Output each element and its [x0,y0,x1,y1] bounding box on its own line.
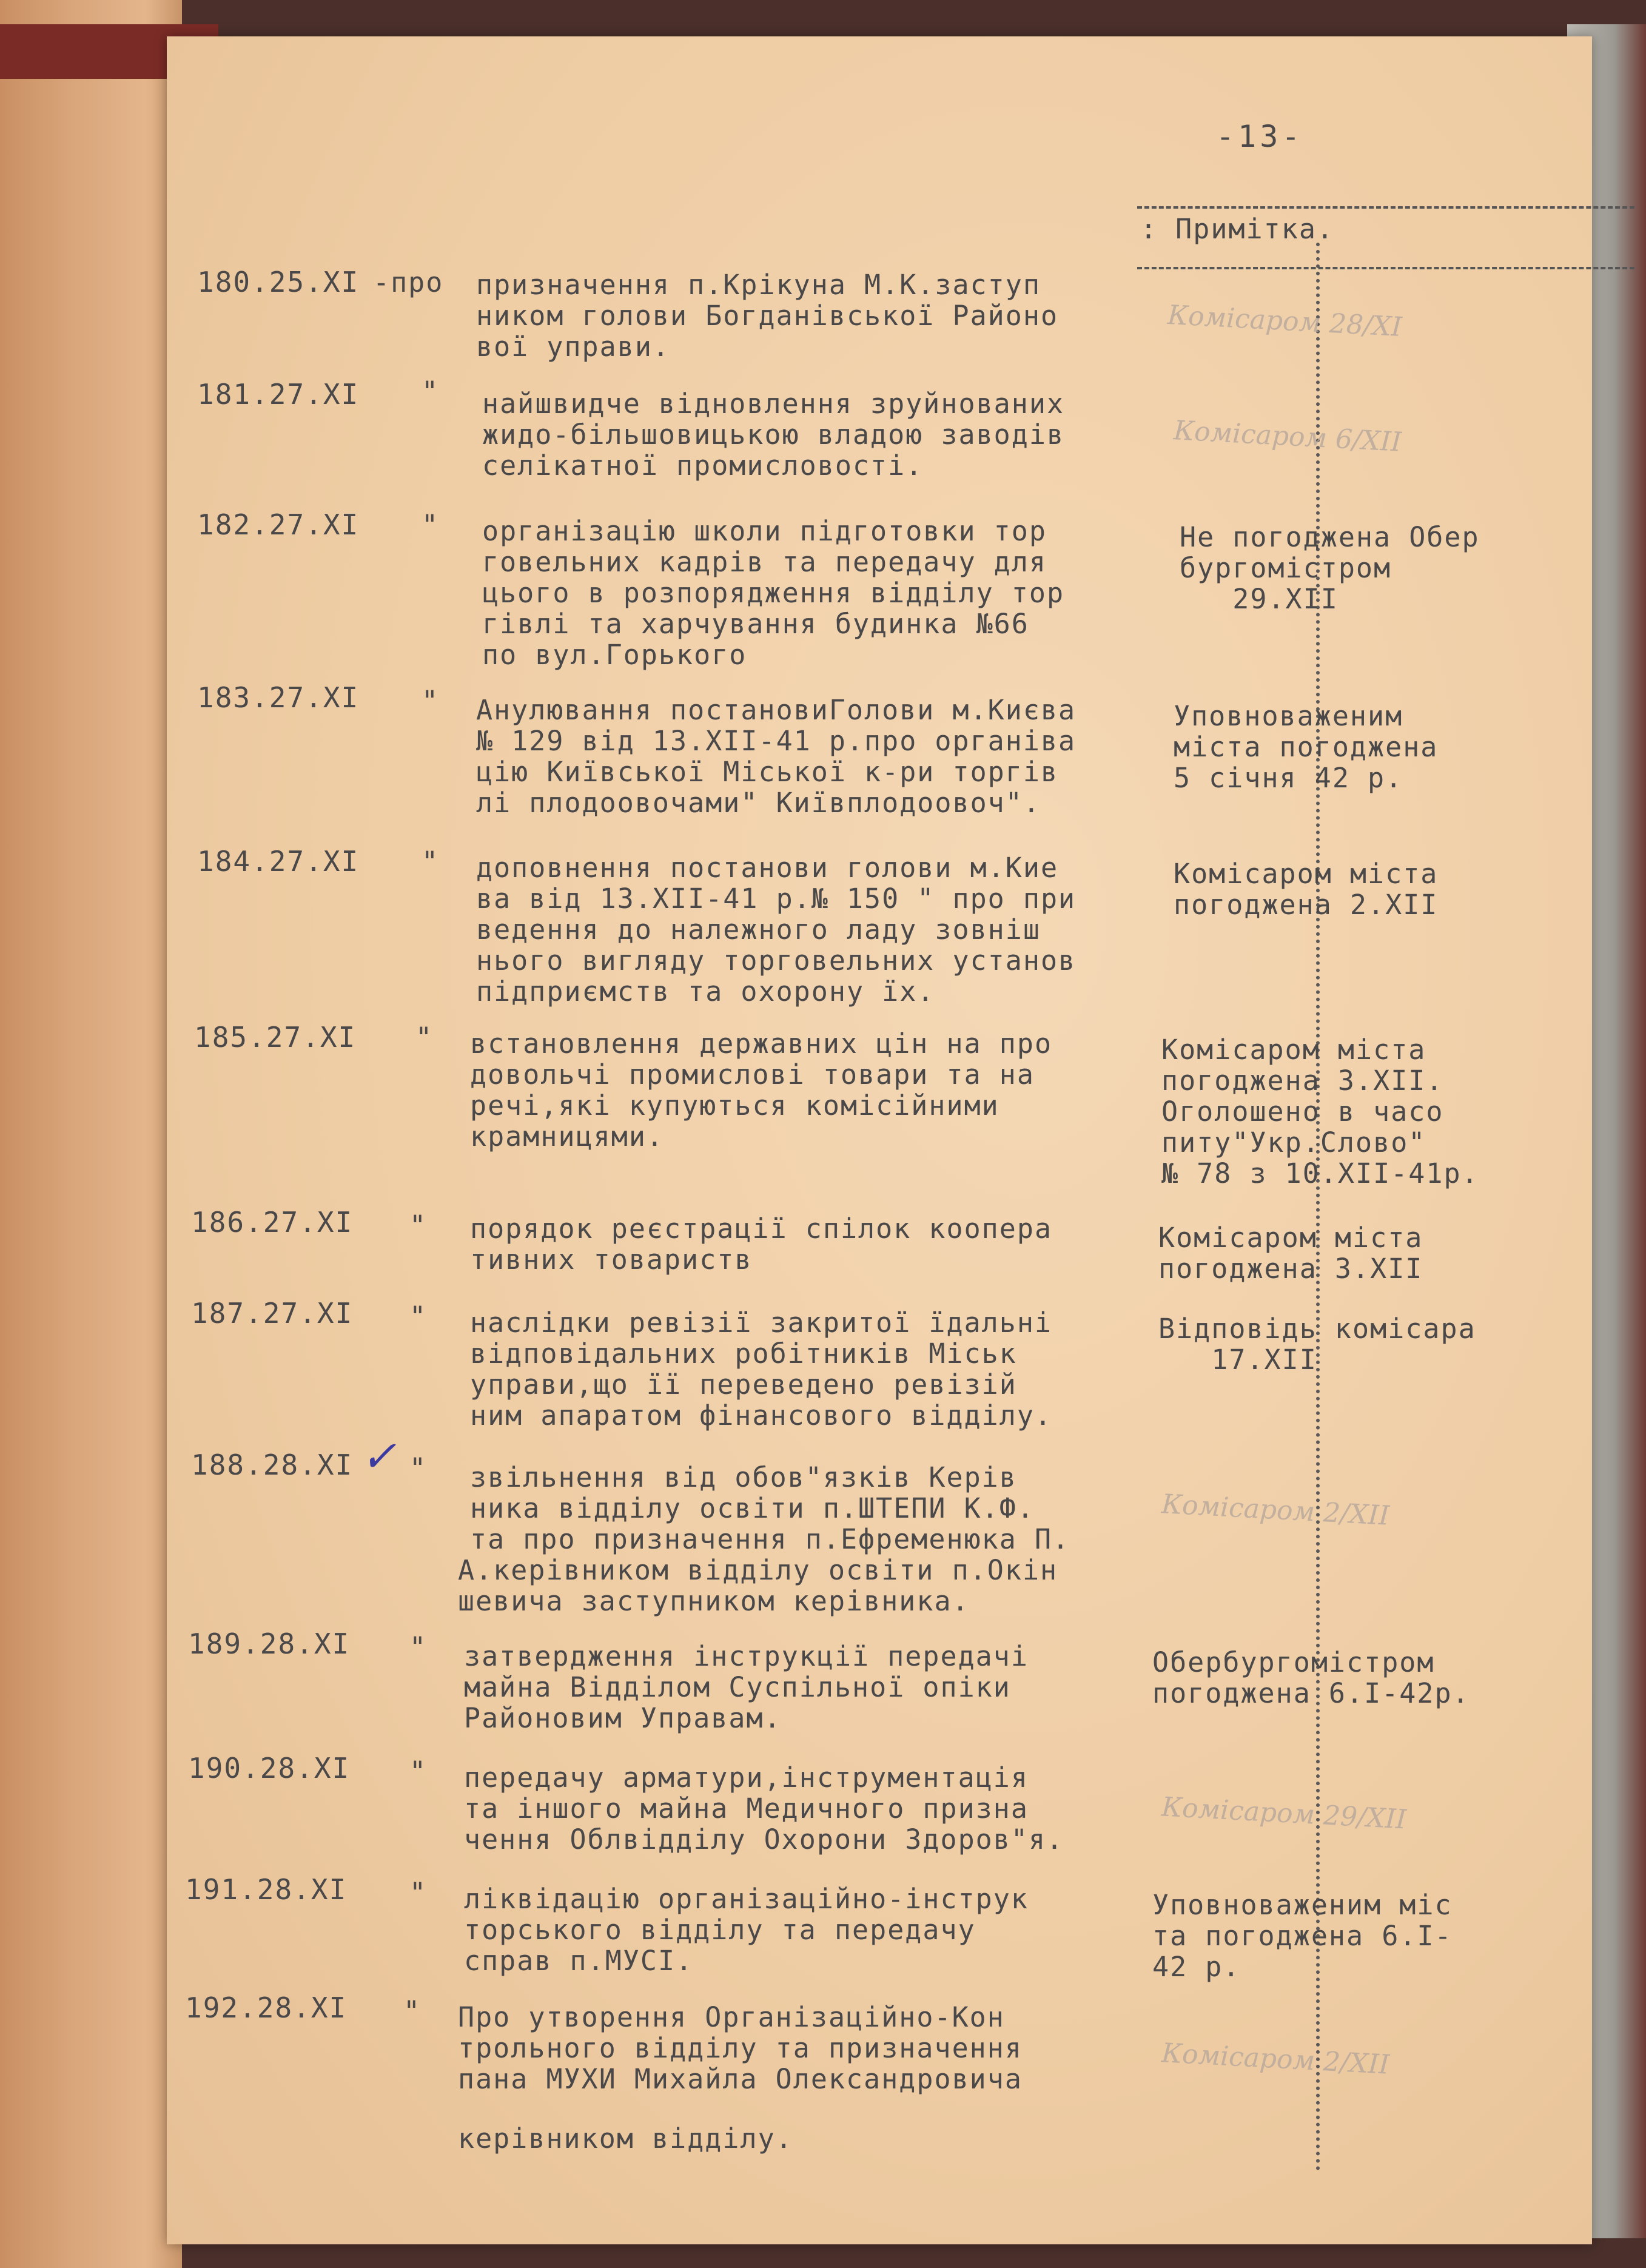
note-line: № 78 з 10.XII-41р. [1161,1157,1479,1190]
note-line: 42 р. [1152,1951,1241,1983]
entry-number: 192.28.XI [185,1991,348,2024]
entry-text-line: жидо-більшовицькою владою заводів [482,419,1065,451]
entry-text-line: лі плодоовочами" Київплодоовоч". [476,787,1041,819]
entry-text-line: ника відділу освіти п.ШТЕПИ К.Ф. [470,1492,1035,1524]
entry-text-line: крамницями. [470,1120,665,1153]
entry-text-line: вої управи. [476,331,671,363]
entry-text-line: керівником відділу. [458,2122,793,2155]
entry-text-line: та про призначення п.Ефременюка П. [470,1523,1070,1555]
entry-text-line: нього вигляду торговельних установ [476,944,1077,977]
entry-text-line: речі,які купуються комісійними [470,1089,999,1122]
entry-number: 189.28.XI [188,1627,351,1660]
note-line: Уповноваженим [1174,700,1403,732]
entry-text-line: найшвидче відновлення зруйнованих [482,388,1065,420]
entry-number: 181.27.XI [197,378,360,411]
binding-left [0,0,182,2268]
entry-ditto: " [422,685,440,717]
note-line: погоджена 6.I-42р. [1152,1677,1470,1709]
entry-text-line: чення Облвідділу Охорони Здоров"я. [464,1823,1064,1856]
entry-ditto: " [403,1995,422,2027]
note-line: бургомістром [1180,552,1392,584]
entry-text-line: торського відділу та передачу [464,1914,976,1946]
entry-number: 183.27.XI [197,681,360,714]
note-line: Уповноваженим міс [1152,1889,1453,1921]
note-line: та погоджена 6.I- [1152,1920,1453,1952]
handwritten-note: Комісаром 6/XII [1172,415,1403,458]
note-line: Не погоджена Обер [1180,521,1480,553]
note-line: погоджена 3.XII. [1161,1065,1444,1097]
entry-number: 190.28.XI [188,1752,351,1785]
entry-number: 182.27.XI [197,508,360,541]
entry-text-line: організацію школи підготовки тор [482,515,1047,547]
entry-text-line: селікатної промисловості. [482,449,924,482]
entry-number: 186.27.XI [191,1206,354,1239]
entry-ditto: " [422,375,440,408]
entry-text-line: говельних кадрів та передачу для [482,546,1047,578]
handwritten-note: Комісаром 28/XI [1166,299,1403,343]
entry-text-line: порядок реєстрації спілок коопера [470,1213,1053,1245]
page-number: -13- [1216,119,1304,154]
entry-text-line: ником голови Богданівської Районо [476,300,1059,332]
handwritten-note: Комісаром 29/XII [1160,1791,1408,1836]
header-rule-bottom [1137,267,1634,269]
note-line: питу"Укр.Слово" [1161,1126,1426,1159]
entry-text-line: по вул.Горького [482,639,747,671]
pencil-check-mark: ✓ [361,1432,397,1481]
entry-text-line: затвердження інструкції передачі [464,1640,1029,1672]
header-rule-top [1137,206,1634,209]
document-page [167,36,1592,2244]
entry-text-line: ним апаратом фінансового відділу. [470,1399,1053,1432]
entry-text-line: ведення до належного ладу зовніш [476,914,1041,946]
entry-text-line: звільнення від обов"язків Керів [470,1461,1017,1493]
note-line: погоджена 3.XII [1158,1253,1423,1285]
entry-ditto: " [415,1021,434,1054]
note-line: 5 січня 42 р. [1174,762,1403,794]
entry-ditto: " [409,1631,428,1663]
entry-text-line: справ п.МУСІ. [464,1945,694,1977]
entry-text-line: довольчі промислові товари та на [470,1058,1035,1091]
entry-text-line: наслідки ревізії закритої їдальні [470,1307,1053,1339]
entry-text-line: № 129 від 13.XII-41 р.про органіва [476,725,1077,757]
entry-text-line: цію Київської Міської к-ри торгів [476,756,1059,788]
entry-text-line: підприємств та охорону їх. [476,975,935,1008]
entry-ditto: " [409,1301,428,1333]
entry-text-line: Про утворення Організаційно-Кон [458,2001,1005,2033]
entry-ditto: " [422,509,440,541]
entry-text-line: гівлі та харчування будинка №66 [482,608,1029,640]
entry-number: 187.27.XI [191,1297,354,1330]
entry-text-line: майна Відділом Суспільної опіки [464,1671,1011,1703]
note-line: Комісаром міста [1174,858,1439,890]
entry-text-line: управи,що її переведено ревізій [470,1368,1017,1401]
entry-text-line: відповідальних робітників Міськ [470,1338,1017,1370]
entry-number: 188.28.XI [191,1449,354,1481]
entry-ditto: " [409,1210,428,1242]
entry-number: 180.25.XI [197,266,360,298]
entry-ditto: " [422,846,440,878]
entry-number: 191.28.XI [185,1873,348,1906]
handwritten-note: Комісаром 2/XII [1160,1489,1391,1532]
entry-text-line: Анулювання постановиГолови м.Києва [476,694,1077,726]
entry-text-line: та іншого майна Медичного призна [464,1792,1029,1825]
note-line: 29.XII [1180,583,1339,615]
note-line: погоджена 2.XII [1174,889,1439,921]
notes-column-header: : Примітка. [1140,213,1335,245]
entry-text-line: Районовим Управам. [464,1702,782,1734]
entry-text-line: шевича заступником керівника. [458,1585,970,1617]
entry-number: 184.27.XI [197,845,360,878]
entry-text-line: встановлення державних цін на про [470,1028,1053,1060]
note-line: 17.XII [1158,1344,1317,1376]
handwritten-note: Комісаром 2/XII [1160,2037,1391,2081]
entry-text-line: тивних товариств [470,1243,753,1276]
entry-text-line: трольного відділу та призначення [458,2032,1023,2064]
note-line: Комісаром міста [1158,1222,1423,1254]
note-line: міста погоджена [1174,731,1439,763]
entry-ditto: -про [373,266,444,298]
entry-number: 185.27.XI [194,1021,357,1054]
entry-text-line: пана МУХИ Михайла Олександровича [458,2063,1023,2095]
entry-text-line: ліквідацію організаційно-інструк [464,1883,1029,1915]
note-line: Оголошено в часо [1161,1095,1444,1128]
note-line: Комісаром міста [1161,1034,1426,1066]
entry-ditto: " [409,1452,428,1484]
entry-text-line: А.керівником відділу освіти п.Окін [458,1554,1058,1586]
entry-ditto: " [409,1755,428,1788]
entry-text-line: доповнення постанови голови м.Кие [476,852,1059,884]
entry-text-line: передачу арматури,інструментація [464,1762,1029,1794]
note-line: Відповідь комісара [1158,1313,1476,1345]
entry-text-line: цього в розпорядження відділу тор [482,577,1065,609]
note-line: Обербургомістром [1152,1646,1435,1678]
entry-text-line: призначення п.Крікуна М.К.заступ [476,269,1041,301]
entry-ditto: " [409,1877,428,1909]
entry-text-line: ва від 13.XII-41 р.№ 150 " про при [476,883,1077,915]
